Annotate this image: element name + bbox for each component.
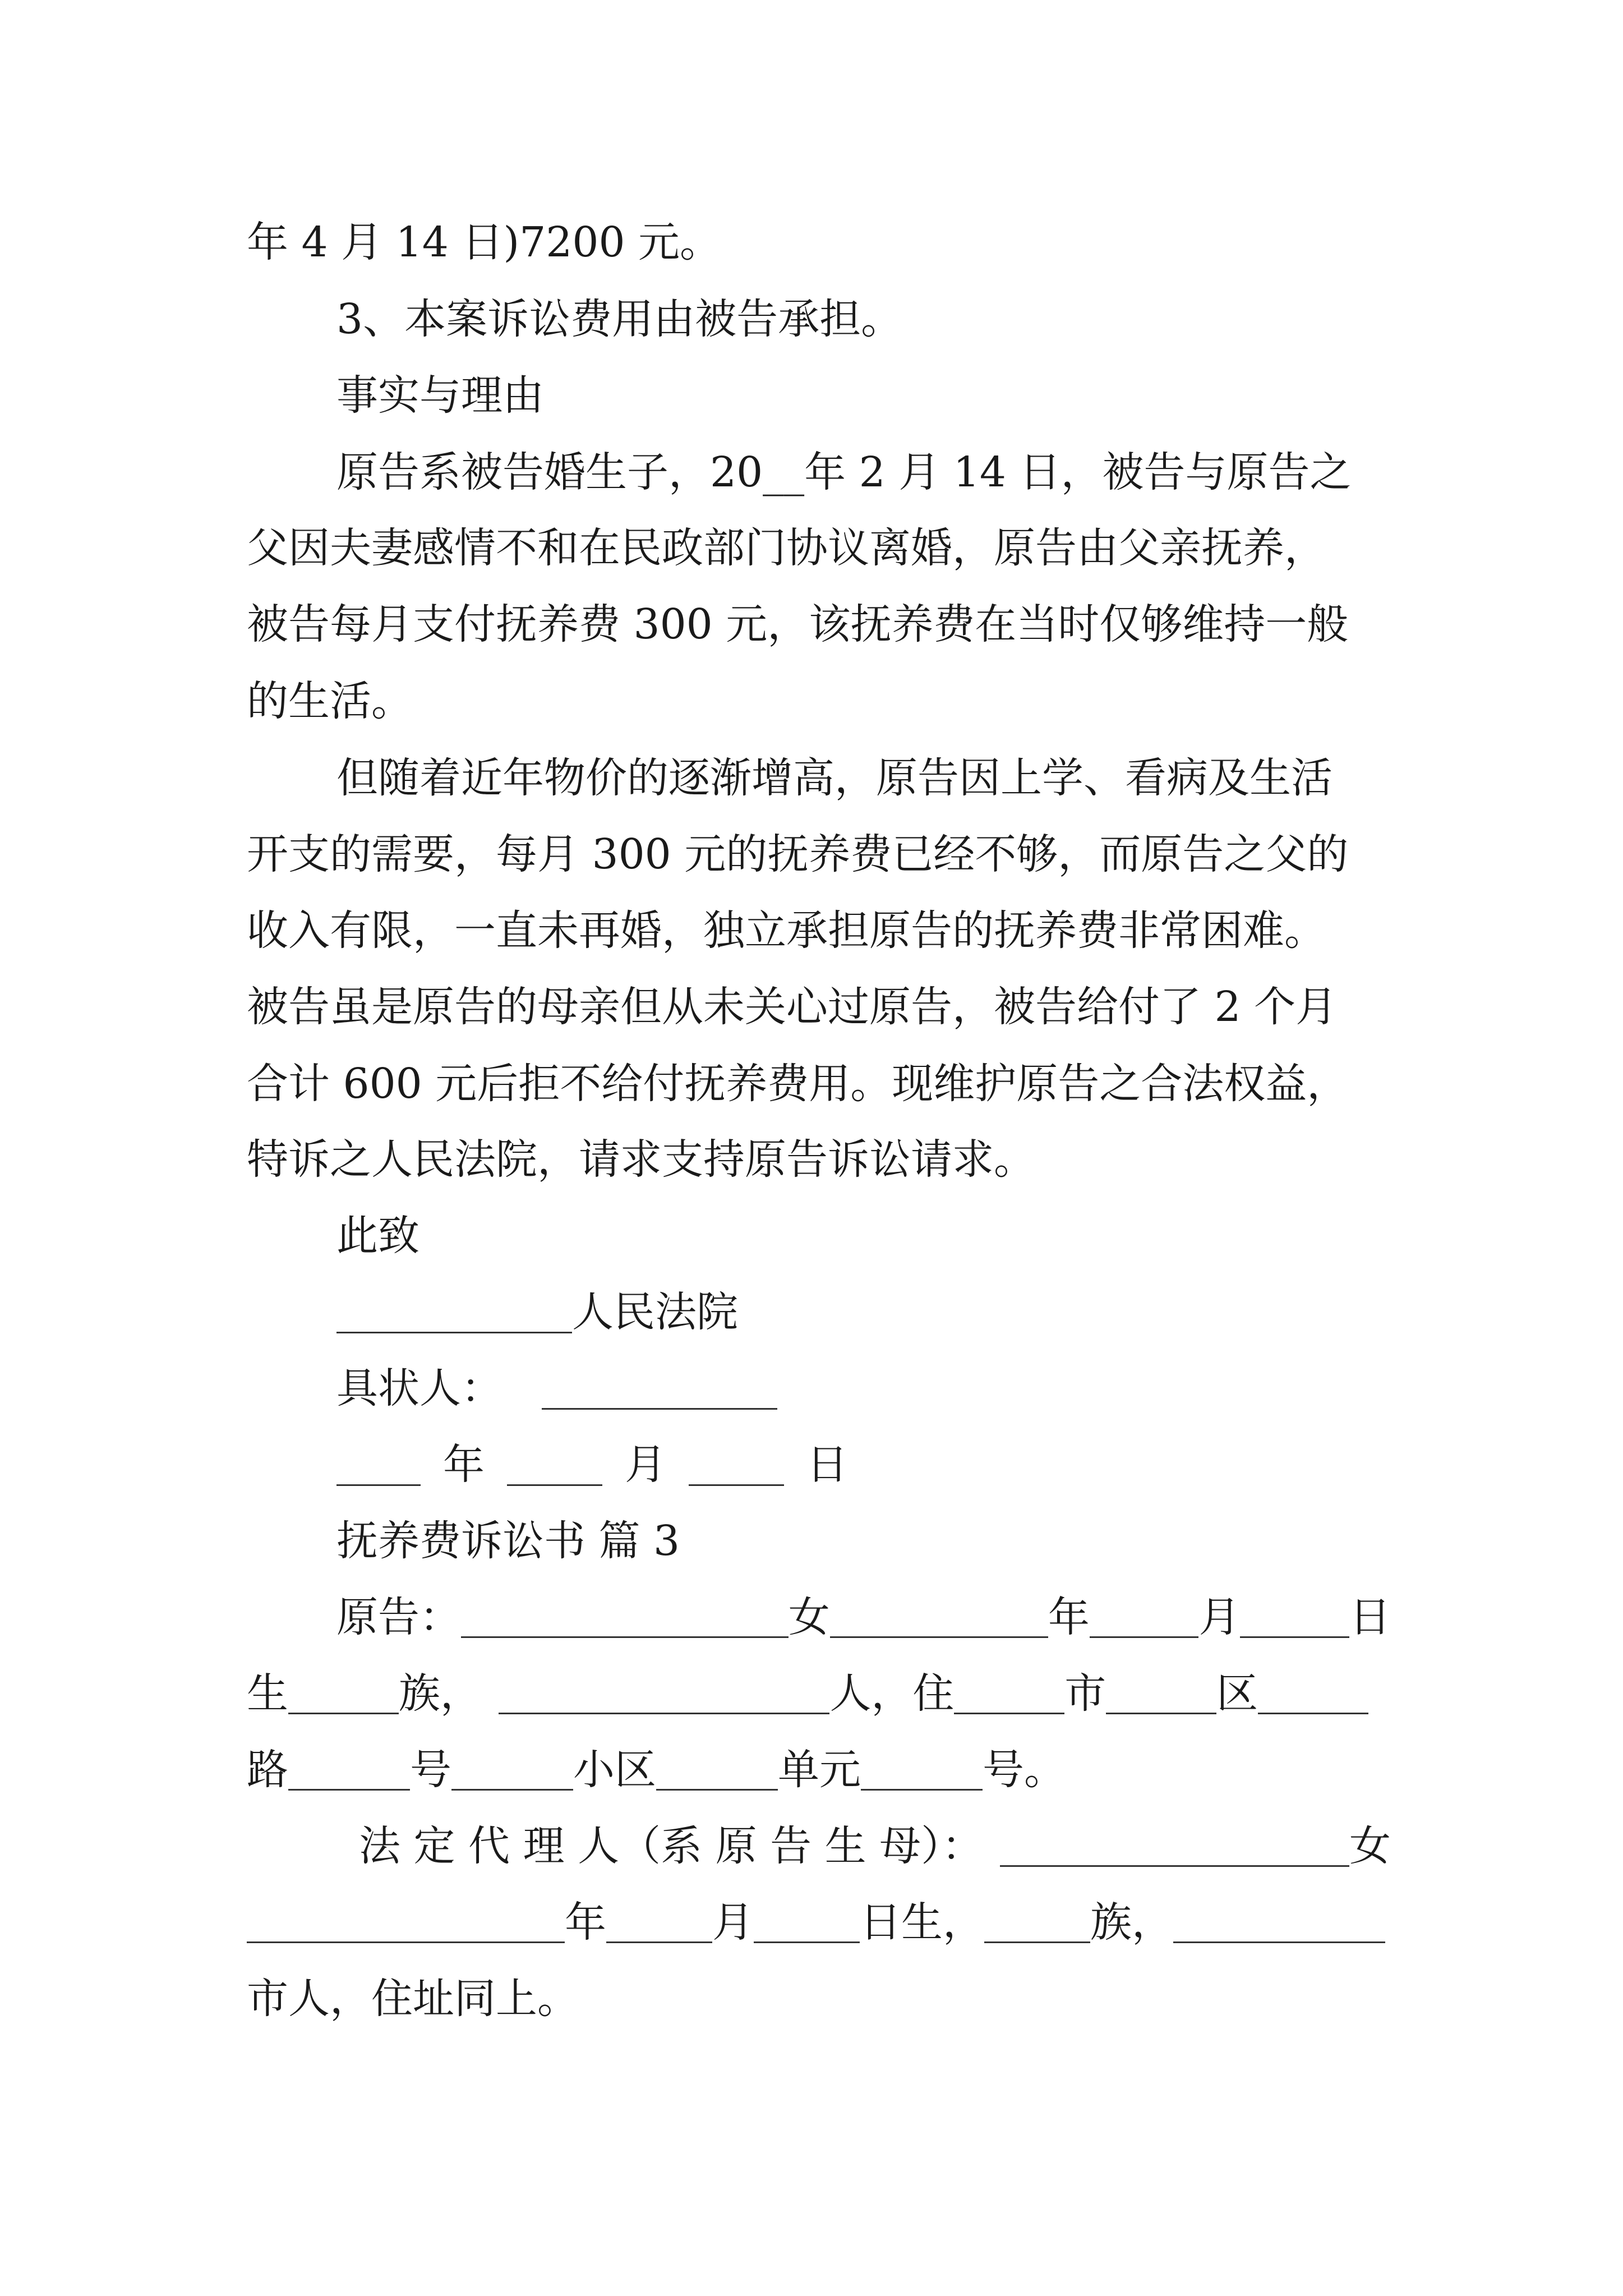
paragraph-line: 的生活。 [247,677,413,725]
signer-blank[interactable] [542,1370,777,1410]
section-heading: 抚养费诉讼书 篇 3 [336,1517,680,1565]
blank[interactable] [1106,1674,1216,1714]
paragraph-line: 开支的需要，每月 300 元的抚养费已经不够，而原告之父的 [247,830,1349,878]
blank[interactable] [861,1751,983,1791]
blank[interactable] [451,1751,573,1791]
month-label: 月 [1198,1593,1241,1641]
month-label: 月 [712,1898,754,1947]
district-label: 区 [1216,1669,1258,1718]
ethnic-label: 族， [1090,1898,1173,1947]
court-label: 人民法院 [572,1288,738,1336]
paragraph-line: 父因夫妻感情不和在民政部门协议离婚，原告由父亲抚养， [247,524,1326,572]
paragraph-line: 合计 600 元后拒不给付抚养费用。现维护原告之合法权益， [247,1060,1349,1108]
date-line [336,1441,848,1489]
residence-label: 人，住 [829,1669,955,1718]
day-blank[interactable] [754,1903,860,1943]
section-heading: 事实与理由 [336,371,544,420]
year-label: 年 [565,1898,606,1947]
paragraph-line: 原告系被告婚生子，20__年 2 月 14 日，被告与原告之 [336,448,1352,496]
year-blank[interactable] [336,1446,421,1486]
court-name-blank[interactable] [336,1294,572,1333]
blank[interactable] [288,1674,399,1714]
born-label: 日生， [860,1898,984,1947]
blank[interactable] [954,1674,1064,1714]
city-label: 市 [1064,1669,1106,1718]
room-label: 号。 [983,1746,1066,1794]
plaintiff-row [247,1746,1066,1794]
blank[interactable] [830,1598,1048,1638]
blank[interactable] [1173,1903,1385,1943]
court-line [336,1288,738,1336]
salutation: 此致 [336,1212,419,1260]
community-label: 小区 [573,1746,656,1794]
month-blank[interactable] [1090,1598,1199,1638]
blank[interactable] [1258,1674,1368,1714]
day-blank[interactable] [1240,1598,1349,1638]
signer-label: 具状人： [336,1364,502,1412]
paragraph-line: 被告虽是原告的母亲但从未关心过原告，被告给付了 2 个月 [247,983,1338,1031]
road-label: 路 [247,1746,288,1794]
blank[interactable] [288,1751,410,1791]
blank[interactable] [984,1903,1090,1943]
paragraph-line: 市人，住址同上。 [247,1975,579,2023]
blank[interactable] [499,1674,830,1714]
female-label: 女 [788,1593,830,1641]
year-label: 年 [443,1441,485,1489]
day-label: 日 [806,1441,848,1489]
agent-row [359,1822,1391,1870]
unit-label: 单元 [778,1746,861,1794]
day-blank[interactable] [689,1446,784,1486]
number-label: 号 [410,1746,451,1794]
paragraph-line: 收入有限，一直未再婚，独立承担原告的抚养费非常困难。 [247,907,1326,955]
year-label: 年 [1048,1593,1090,1641]
plaintiff-row [336,1593,1391,1641]
plaintiff-row [247,1669,1368,1718]
born-label: 生 [247,1669,288,1718]
day-label: 日 [1349,1593,1391,1641]
month-label: 月 [625,1441,666,1489]
female-label: 女 [1349,1822,1391,1870]
month-blank[interactable] [507,1446,602,1486]
agent-name-blank[interactable] [1000,1827,1349,1867]
paragraph-line: 但随着近年物价的逐渐增高，原告因上学、看病及生活 [336,754,1332,802]
signer-line [336,1364,777,1412]
blank[interactable] [247,1903,565,1943]
blank[interactable] [656,1751,778,1791]
agent-row [247,1898,1385,1947]
plaintiff-label: 原告： [336,1593,461,1641]
agent-label: 法 定 代 理 人（系 原 告 生 母）： [359,1822,984,1870]
paragraph-line: 被告每月支付抚养费 300 元，该抚养费在当时仅够维持一般 [247,600,1349,648]
month-blank[interactable] [606,1903,712,1943]
paragraph-line: 年 4 月 14 日)7200 元。 [247,218,722,266]
paragraph-line: 特诉之人民法院，请求支持原告诉讼请求。 [247,1135,1035,1184]
name-blank[interactable] [461,1598,789,1638]
paragraph-line: 3、本案诉讼费用由被告承担。 [336,295,903,343]
ethnic-label: 族， [398,1669,482,1718]
